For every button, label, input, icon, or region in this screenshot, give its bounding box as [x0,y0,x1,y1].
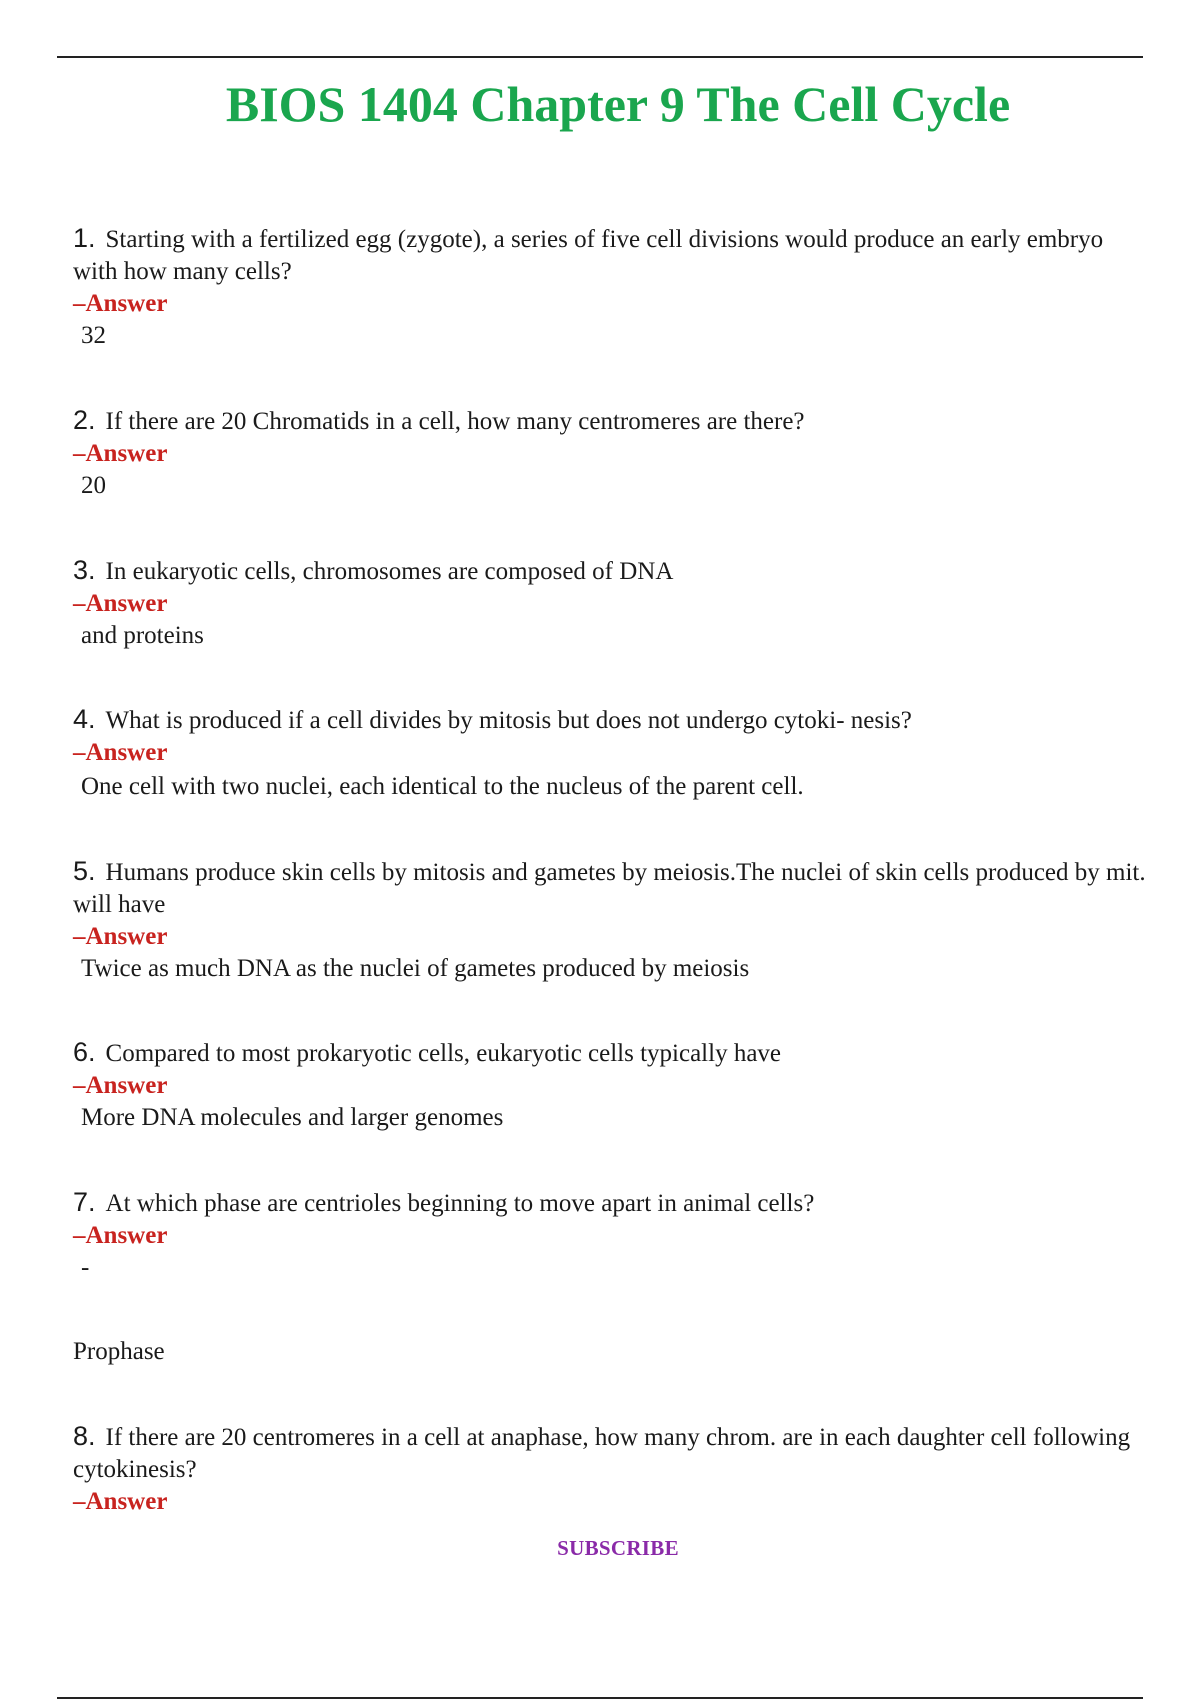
top-rule [57,56,1143,58]
answer-dash: - [81,1254,90,1281]
question-body: In eukaryotic cells, chromosomes are composed of DNA [105,558,674,585]
answer-label: –Answer [73,923,168,950]
question-item [73,703,1148,803]
question-body: If there are 20 Chromatids in a cell, how many centromeres are there? [105,408,805,435]
question-body: Humans produce skin cells by mitosis and gametes by meiosis.The nuclei of skin cells produced by mit. will have [73,859,1146,918]
question-number: 1. [73,223,96,253]
answer-label: –Answer [73,739,168,766]
question-body: Compared to most prokaryotic cells, eukaryotic cells typically have [105,1040,782,1067]
question-item [73,554,1148,652]
question-item [73,1420,1148,1518]
question-number: 3. [73,555,96,585]
answer-label: –Answer [73,440,168,467]
answer-label: –Answer [73,590,168,617]
question-item [73,1036,1148,1134]
question-text [73,222,1148,288]
answer-text: One cell with two nuclei, each identical to the nucleus of the parent cell. [81,773,804,800]
question-text [73,855,1148,921]
answer-text: 32 [81,322,106,349]
question-item [73,404,1148,502]
answer-label: –Answer [73,290,168,317]
answer-text: 20 [81,472,106,499]
question-number: 5. [73,856,96,886]
question-item [73,1186,1148,1368]
question-number: 6. [73,1037,96,1067]
answer-label: –Answer [73,1072,168,1099]
subscribe-link[interactable]: SUBSCRIBE [557,1536,679,1560]
question-item [73,222,1148,352]
question-body: If there are 20 centromeres in a cell at anaphase, how many chrom. are in each daughter cell following cytokinesis? [73,1424,1131,1483]
question-body: What is produced if a cell divides by mitosis but does not undergo cytoki- nesis? [105,707,912,734]
question-text [73,1036,1148,1070]
document-title: BIOS 1404 Chapter 9 The Cell Cycle [225,76,1011,132]
answer-text: More DNA molecules and larger genomes [81,1104,504,1131]
question-text [73,1186,1148,1220]
question-text [73,703,1148,737]
answer-label: –Answer [73,1488,168,1515]
answer-text: Prophase [73,1338,165,1365]
answer-text: and proteins [81,622,204,649]
question-number: 4. [73,704,96,734]
question-number: 7. [73,1187,96,1217]
question-number: 2. [73,405,96,435]
bottom-rule [57,1697,1143,1699]
answer-text: Twice as much DNA as the nuclei of gametes produced by meiosis [81,955,750,982]
question-text [73,404,1148,438]
question-item [73,855,1148,985]
question-body: At which phase are centrioles beginning to move apart in animal cells? [105,1190,815,1217]
question-text [73,1420,1148,1486]
question-text [73,554,1148,588]
question-number: 8. [73,1421,96,1451]
question-body: Starting with a fertilized egg (zygote), a series of five cell divisions would produce an early embryo with how many cells? [73,226,1104,285]
answer-label: –Answer [73,1222,168,1249]
